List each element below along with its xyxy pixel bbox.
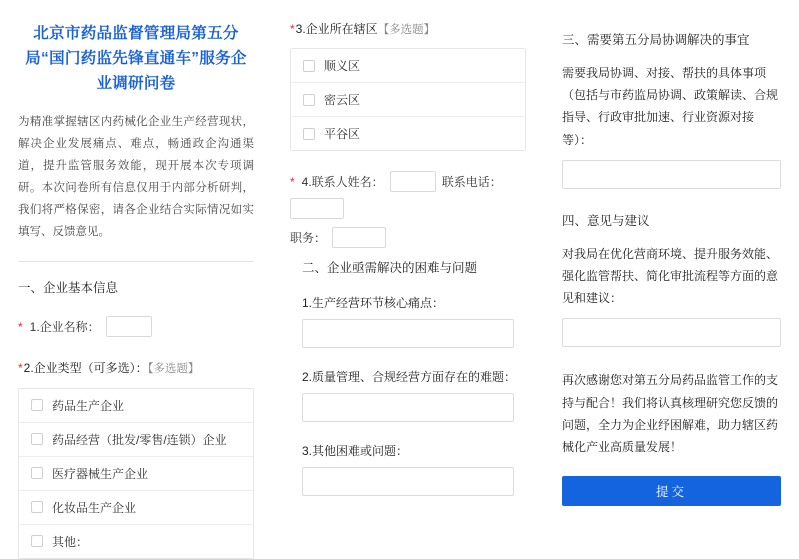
option-label: 药品生产企业 (52, 398, 125, 413)
suggestions-input[interactable] (562, 318, 781, 347)
checkbox-icon[interactable] (31, 501, 43, 513)
checkbox-icon[interactable] (31, 467, 43, 479)
option-company-type-4-other[interactable] (19, 525, 253, 558)
question-contact-phone-label: 联系电话： (441, 175, 502, 190)
option-district-1[interactable] (291, 83, 525, 117)
other-issues-field-wrap (302, 467, 514, 496)
checkbox-icon[interactable] (31, 535, 43, 547)
column-right (544, 0, 799, 533)
other-issues-input[interactable] (302, 467, 514, 496)
pain-points-field-wrap (302, 319, 514, 348)
section-heading-difficulties: 二、企业亟需解决的困难与问题 (302, 261, 478, 276)
question-contact-title (290, 227, 526, 248)
submit-button[interactable]: 提交 (562, 476, 781, 506)
required-star-icon: * (18, 361, 23, 376)
company-type-option-list (18, 388, 254, 559)
quality-issues-field-wrap (302, 393, 514, 422)
option-label: 平谷区 (324, 127, 361, 142)
company-name-input[interactable] (106, 316, 152, 337)
option-label: 顺义区 (324, 59, 361, 74)
section-heading-coordination: 三、需要第五分局协调解决的事宜 (562, 33, 750, 47)
checkbox-icon[interactable] (303, 128, 315, 140)
question-company-type (18, 359, 254, 378)
column-middle (272, 0, 544, 533)
checkbox-icon[interactable] (303, 60, 315, 72)
option-company-type-2[interactable] (19, 457, 253, 491)
option-label: 药品经营（批发/零售/连锁）企业 (52, 432, 227, 447)
question-district (290, 20, 526, 39)
divider (18, 261, 254, 262)
district-option-list (290, 48, 526, 151)
intro-paragraph: 为精准掌握辖区内药械化企业生产经营现状，解决企业发展痛点、难点，畅通政企沟通渠道，提升监管服务效能，现开展本次专项调研。本次问卷所有信息仅用于内部分析研判，我们将严格保密，请各企业结合实际情况如实填写、反馈意见。 (18, 116, 254, 238)
checkbox-icon[interactable] (303, 94, 315, 106)
column-left (0, 0, 272, 549)
option-label: 医疗器械生产企业 (52, 466, 149, 481)
option-company-type-1[interactable] (19, 423, 253, 457)
question-company-name (18, 316, 254, 337)
thanks-paragraph: 再次感谢您对第五分局药品监管工作的支持与配合！我们将认真核理研究您反馈的问题，全力为企业纾困解难，助力辖区药械化产业高质量发展！ (562, 373, 779, 454)
contact-title-input[interactable] (332, 227, 386, 248)
option-label: 化妆品生产企业 (52, 500, 137, 515)
section-heading-basic-info: 一、企业基本信息 (18, 281, 119, 296)
option-label: 密云区 (324, 93, 361, 108)
question-company-name-label: 1.企业名称： (29, 320, 100, 335)
option-company-type-3[interactable] (19, 491, 253, 525)
multi-select-tag: 【多选题】 (377, 24, 436, 36)
required-star-icon: * (18, 319, 23, 334)
question-contact (290, 171, 526, 219)
question-suggestions-label: 对我局在优化营商环境、提升服务效能、强化监管帮扶、简化审批流程等方面的意见和建议： (562, 246, 779, 306)
multi-select-tag: 【多选题】 (147, 363, 200, 376)
checkbox-icon[interactable] (31, 433, 43, 445)
option-label: 其他： (52, 534, 89, 549)
question-quality-issues-label: 2.质量管理、合规经营方面存在的难题： (302, 370, 517, 385)
option-district-0[interactable] (291, 49, 525, 83)
contact-phone-input[interactable] (290, 198, 344, 219)
question-pain-points-label: 1.生产经营环节核心痛点： (302, 296, 445, 311)
checkbox-icon[interactable] (31, 399, 43, 411)
section-heading-suggestions: 四、意见与建议 (562, 213, 650, 228)
contact-name-input[interactable] (390, 171, 436, 192)
pain-points-input[interactable] (302, 319, 514, 348)
question-contact-title-label: 职务： (290, 231, 327, 246)
company-type-other-input[interactable] (97, 534, 157, 548)
option-company-type-0[interactable] (19, 389, 253, 423)
question-coordination-label: 需要我局协调、对接、帮扶的具体事项（包括与市药监局协调、政策解读、合规指导、行政审批加速、行业资源对接等）： (562, 66, 779, 147)
option-district-2[interactable] (291, 117, 525, 150)
question-other-issues-label: 3.其他困难或问题： (302, 444, 409, 459)
required-star-icon: * (290, 174, 295, 189)
required-star-icon: * (290, 22, 295, 36)
page-title: 北京市药品监督管理局第五分局“国门药监先锋直通车”服务企业调研问卷 (25, 25, 247, 92)
coordination-input[interactable] (562, 160, 781, 189)
quality-issues-input[interactable] (302, 393, 514, 422)
question-company-type-label: 2.企业类型（可多选）： (23, 361, 148, 376)
question-district-label: 3.企业所在辖区 (295, 22, 378, 36)
question-contact-name-label: 4.联系人姓名： (301, 175, 384, 190)
